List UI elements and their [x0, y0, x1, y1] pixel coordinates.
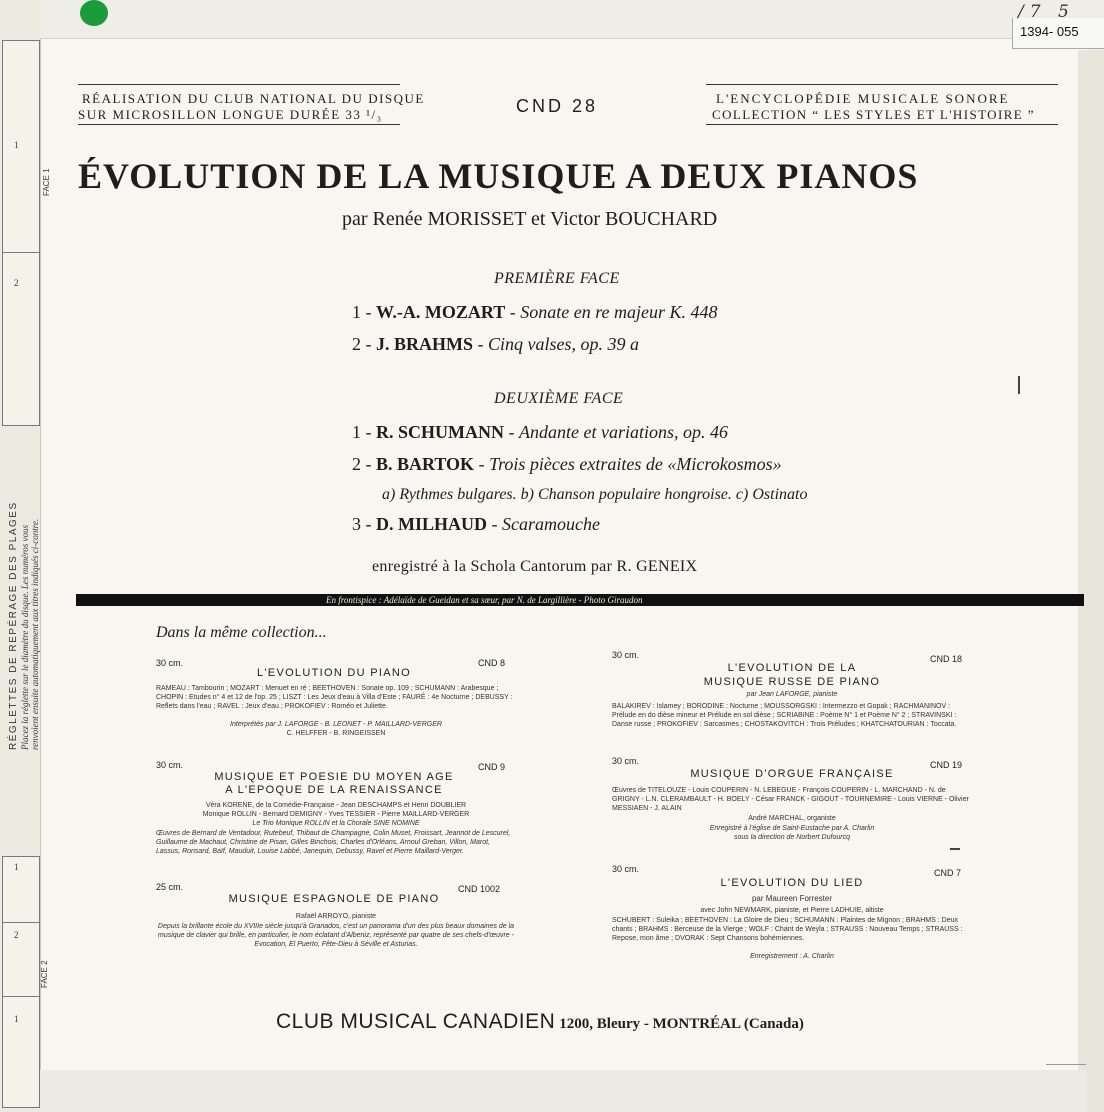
same-collection-heading: Dans la même collection...	[156, 624, 327, 641]
track-composer: D. MILHAUD	[376, 514, 487, 534]
header-left-line1: RÉALISATION DU CLUB NATIONAL DU DISQUE	[82, 91, 425, 106]
track-number: 2 -	[352, 454, 376, 474]
header-right-line1: L'ENCYCLOPÉDIE MUSICALE SONORE	[716, 91, 1010, 106]
strip-face1-label: FACE 1	[42, 168, 51, 196]
entry-body: SCHUBERT : Suleika ; BEETHOVEN : La Gloire de Dieu ; SCHUMANN : Plaintes de Mignon ; BRAHMS : Deux chants ; BRAHMS : Berceuse de la Vierge ; WOLF : Chant de Weyla ; STRAUSS : Nouveau Temps ; STRAUSS : Repose, mon âme ; DVORAK : Sept Chansons bohémiennes.	[612, 917, 963, 942]
strip-section-face2-track1	[2, 856, 40, 924]
strip-face2-label: FACE 2	[40, 960, 49, 988]
publisher-footer	[276, 1010, 804, 1034]
entry-title: MUSIQUE D'ORGUE FRANÇAISE	[690, 768, 894, 780]
track-number: 3 -	[352, 514, 376, 534]
sleeve-edge-bottom	[40, 1070, 1086, 1112]
entry-title: L'EVOLUTION DU PIANO	[256, 667, 411, 679]
entry-recording: Enregistré à l'église de Saint-Eustache par A. Charlin	[709, 825, 875, 832]
track-work: Cinq valses, op. 39 a	[488, 334, 640, 354]
face2-heading: DEUXIÈME FACE	[494, 390, 624, 407]
green-sticker-dot	[80, 0, 108, 26]
header-rule	[78, 124, 400, 125]
entry-performers: Interprétés par J. LAFORGE - B. LEONET - P. MAILLARD-VERGER	[230, 721, 442, 728]
track-composer: B. BARTOK	[376, 454, 475, 474]
track-number: 2 -	[352, 334, 376, 354]
entry-size: 30 cm.	[156, 760, 184, 770]
track-number: 1 -	[352, 422, 376, 442]
strip-section-face1-track1	[2, 40, 40, 254]
track-list-item: 1 - R. SCHUMANN - Andante et variations, op. 46	[352, 422, 728, 442]
entry-body: Œuvres de TITELOUZE - Louis COUPERIN - N. LEBEGUE - François COUPERIN - L. MARCHAND - N. de GRIGNY - L.N. CLERAMBAULT - H. BOELY - César FRANCK - GIGOUT - TOURNEMIRE - Louis VIERNE - Olivier MESSIAEN - J. ALAIN	[612, 787, 969, 812]
strip-number: 2	[14, 930, 19, 940]
face1-heading: PREMIÈRE FACE	[494, 270, 620, 287]
entry-body: Œuvres de Bernard de Ventadour, Rutebeuf, Thibaut de Champagne, Colin Muset, Froissart, Jeannot de Lescurel, Guillaume de Machaut, Christine de Pisan, Gilles Binchois, Charles d'Orléans, Arnoul Greban, Villon, Marot, Lassus, Ronsard, Baïf, Mauduit, Louise Labbé, Janequin, Debussy, Ravel et Pierre Maillard-Verger.	[156, 830, 511, 855]
entry-body: BALAKIREV : Islamey ; BORODINE : Nocturne ; MOUSSORGSKI : Intermezzo et Gopak ; RACHMANINOV : Prélude en do dièse mineur et Prélude en sol dièse ; SCRIABINE : Poème N° 1 et Poème N° 2 ; STRAVINSKI : Danse russe ; PROKOFIEV : Sarcasmes ; CHOSTAKOVITCH : Trois Préludes ; KHATCHATOURIAN : Toccata.	[612, 703, 957, 728]
entry-body: Le Trio Monique ROLLIN et la Chorale SINE NOMINE	[252, 820, 420, 827]
entry-title: L'EVOLUTION DU LIED	[720, 877, 864, 889]
performers: par Renée MORISSET et Victor BOUCHARD	[342, 208, 718, 230]
entry-cnd: CND 1002	[458, 884, 501, 894]
strip-number: 2	[14, 278, 19, 288]
track-list-item: 2 - J. BRAHMS - Cinq valses, op. 39 a	[352, 334, 640, 354]
album-title: ÉVOLUTION DE LA MUSIQUE A DEUX PIANOS	[78, 156, 919, 196]
publisher-name: CLUB MUSICAL CANADIEN	[276, 1010, 556, 1033]
sleeve-corner	[1046, 1064, 1086, 1077]
strip-number: 1	[14, 1014, 19, 1024]
track-composer: J. BRAHMS	[376, 334, 474, 354]
track-list-item: 3 - D. MILHAUD - Scaramouche	[352, 514, 600, 534]
entry-body: Depuis la brillante école du XVIIIe siècle jusqu'à Granados, c'est un panorama d'un des plus beaux domaines de la musique de clavier qui brille, en particulier, le nom éclatant d'Albeniz, représenté par quatre de ses chefs-d'œuvre - Evocation, El Puerto, Fête-Dieu à Séville et Asturias.	[157, 923, 515, 948]
entry-title: MUSIQUE ESPAGNOLE DE PIANO	[228, 893, 440, 905]
entry-cnd: CND 9	[478, 762, 506, 772]
reglettes-instructions-2: renvoient ensuite automatiquement aux titres indiqués ci-contre.	[30, 518, 40, 750]
record-number: CND 28	[516, 96, 599, 116]
strip-section-face2-track2	[2, 922, 40, 998]
track-composer: R. SCHUMANN	[376, 422, 504, 442]
print-mark	[950, 848, 960, 850]
frontispiece-caption: En frontispice : Adélaïde de Gueidan et sa sœur, par N. de Largillière - Photo Giraudon	[326, 595, 643, 605]
print-mark	[1018, 376, 1020, 394]
bartok-subtitle: a) Rythmes bulgares. b) Chanson populaire hongroise. c) Ostinato	[382, 486, 808, 503]
track-number: 1 -	[352, 302, 376, 322]
track-work: Scaramouche	[502, 514, 600, 534]
entry-size: 30 cm.	[612, 650, 640, 660]
track-work: Sonate en re majeur K. 448	[520, 302, 718, 322]
entry-performer: par Maureen Forrester	[751, 894, 833, 903]
strip-number: 1	[14, 140, 19, 150]
entry-size: 30 cm.	[612, 864, 640, 874]
recording-credit: enregistré à la Schola Cantorum par R. GENEIX	[372, 558, 698, 575]
entry-performer: par Jean LAFORGE, pianiste	[746, 691, 838, 698]
sleeve-edge	[1078, 50, 1104, 1112]
reglettes-instructions-1: Placez la réglette sur le diamètre du disque. Les numéros vous	[20, 524, 30, 750]
track-work: Andante et variations, op. 46	[519, 422, 728, 442]
entry-size: 30 cm.	[612, 756, 640, 766]
entry-title: MUSIQUE ET POESIE DU MOYEN AGE	[214, 771, 454, 783]
entry-body: RAMEAU : Tambourin ; MOZART : Menuet en ré ; BEETHOVEN : Sonate op. 109 ; SCHUMANN : Arabesque ; CHOPIN : Etudes n° 4 et 12 de l'op. 25 ; LISZT : Les Jeux d'eau à Villa d'Este ; FAURÉ : 4e Nocturne ; DEBUSSY : Reflets dans l'eau ; RAVEL : Jeux d'eau ; PROKOFIEV : Roméo et Juliette.	[156, 685, 513, 710]
track-work: Trois pièces extraites de «Microkosmos»	[489, 454, 782, 474]
entry-recording: Enregistrement : A. Charlin	[750, 953, 834, 960]
entry-cnd: CND 19	[930, 760, 963, 770]
publisher-address: 1200, Bleury - MONTRÉAL (Canada)	[559, 1016, 804, 1032]
entry-cnd: CND 7	[934, 868, 962, 878]
strip-number: 1	[14, 862, 19, 872]
strip-section-face1-track2	[2, 252, 40, 426]
entry-performer: avec John NEWMARK, pianiste, et Pierre LADHUIE, altiste	[700, 907, 884, 914]
entry-body: Véra KORENE, de la Comédie-Française - Jean DESCHAMPS et Henri DOUBLIER	[205, 802, 467, 809]
track-composer: W.-A. MOZART	[376, 302, 506, 322]
header-left-line2: SUR MICROSILLON LONGUE DURÉE 33 ¹/₃	[78, 107, 383, 122]
entry-performers: C. HELFFER - B. RINGEISSEN	[286, 730, 386, 737]
entry-cnd: CND 8	[478, 658, 506, 668]
entry-performer: André MARCHAL, organiste	[748, 815, 836, 822]
handwritten-mark: /7 5	[1018, 2, 1075, 22]
entry-title: MUSIQUE RUSSE DE PIANO	[703, 676, 881, 688]
entry-title: L'EVOLUTION DE LA	[727, 662, 857, 674]
reglettes-heading: RÉGLETTES DE REPÉRAGE DES PLAGES	[8, 501, 19, 750]
track-list-item: 1 - W.-A. MOZART - Sonate en re majeur K. 448	[352, 302, 718, 322]
header-right-line2: COLLECTION “ LES STYLES ET L'HISTOIRE ”	[712, 107, 1035, 122]
entry-cnd: CND 18	[930, 654, 963, 664]
entry-recording: sous la direction de Norbert Dufourcq	[734, 834, 850, 841]
track-list-item: 2 - B. BARTOK - Trois pièces extraites de «Microkosmos»	[352, 454, 782, 474]
entry-size: 25 cm.	[156, 882, 184, 892]
entry-title: A L'EPOQUE DE LA RENAISSANCE	[225, 784, 443, 796]
header-rule	[706, 84, 1058, 85]
entry-body: Monique ROLLIN - Bernard DEMIGNY - Yves TESSIER - Pierre MAILLARD-VERGER	[202, 811, 470, 818]
catalog-number: 1394- 055	[1020, 24, 1079, 39]
strip-section-face2-track3	[2, 996, 40, 1108]
entry-performer: Rafaël ARROYO, pianiste	[295, 913, 377, 920]
header-rule	[78, 84, 400, 85]
entry-size: 30 cm.	[156, 658, 184, 668]
header-rule	[706, 124, 1058, 125]
